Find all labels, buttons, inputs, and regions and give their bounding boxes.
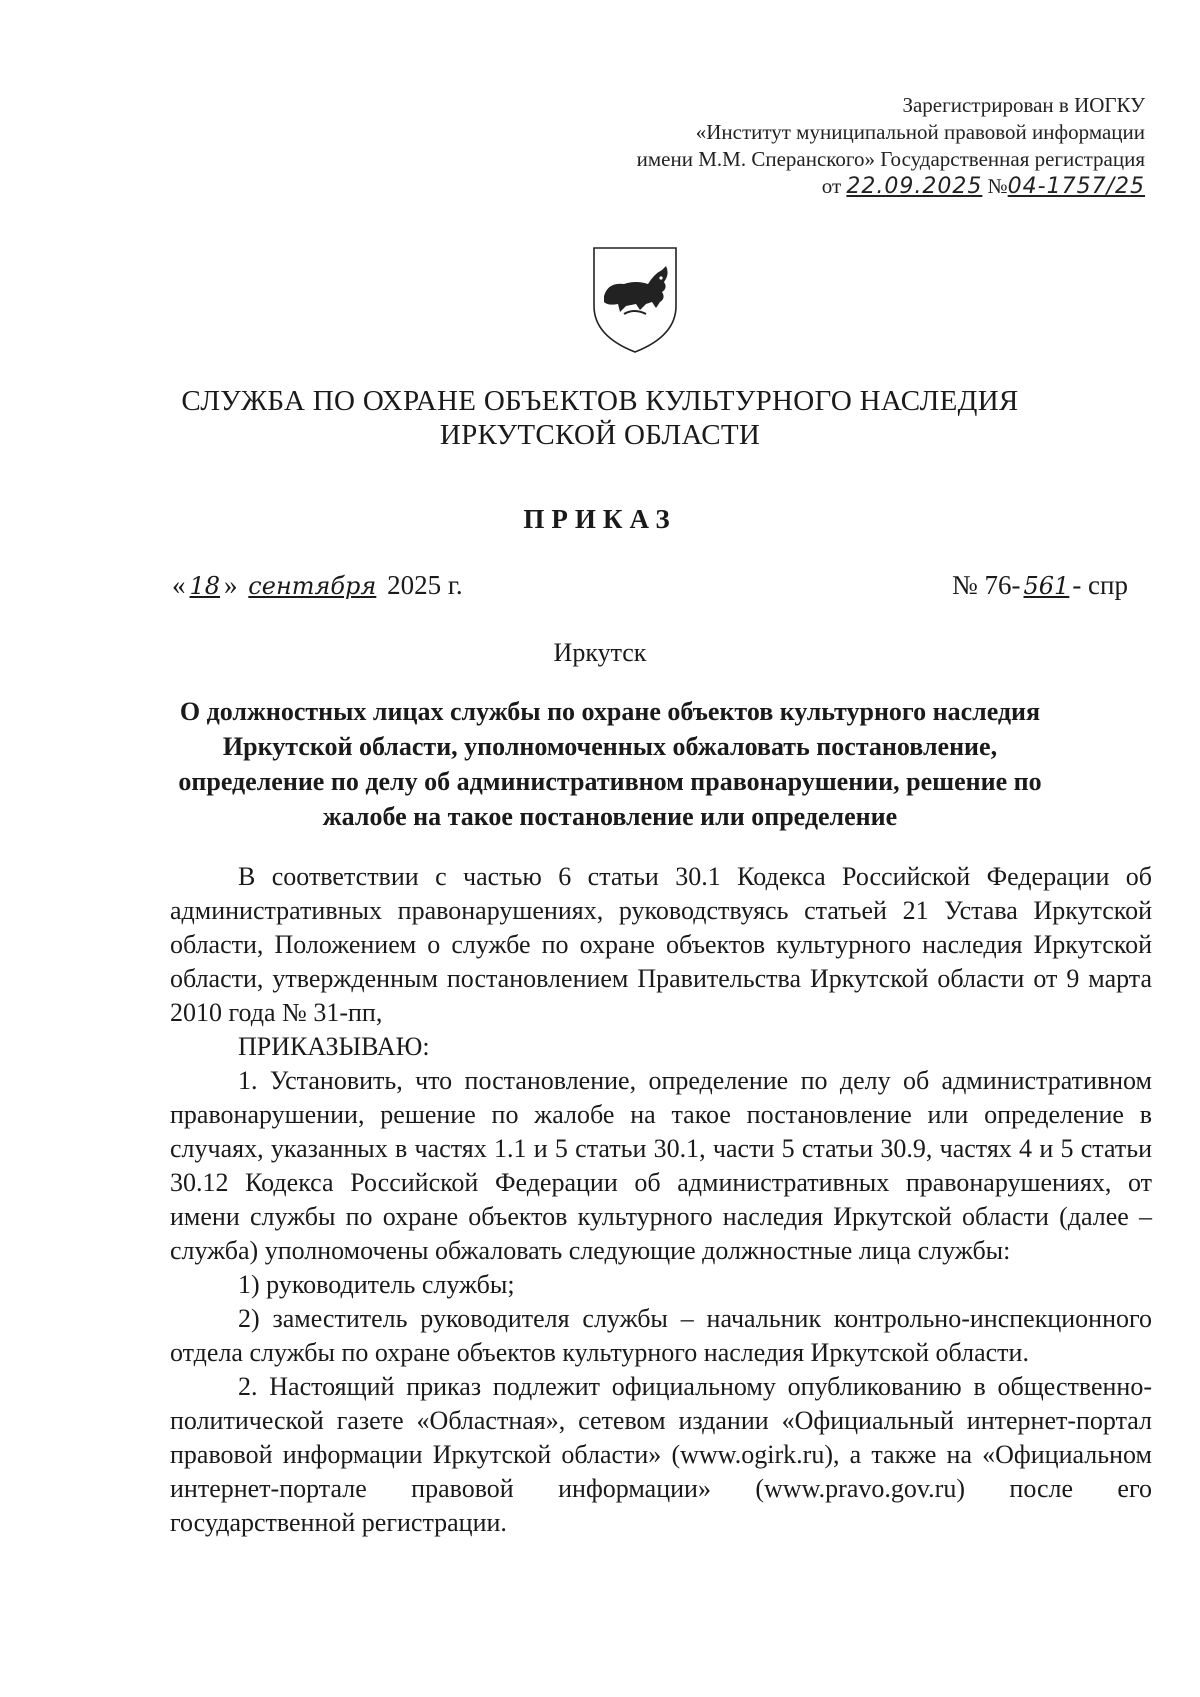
order-number-prefix: № 76- xyxy=(951,570,1021,600)
order-date xyxy=(172,570,463,601)
preamble-paragraph: В соответствии с частью 6 статьи 30.1 Кодекса Российской Федерации об административных правонарушениях, руководствуясь статьей 21 Устава Иркутской области, Положением о службе по охране объектов культурного наследия Иркутской области, утвержденным постановлением Правительства Иркутской области от 9 марта 2010 года № 31-пп, xyxy=(170,862,1152,1027)
registration-number-label: № xyxy=(987,174,1008,198)
agency-name-line-2: ИРКУТСКОЙ ОБЛАСТИ xyxy=(439,419,761,451)
date-month: сентября xyxy=(248,572,377,600)
registration-line-2: «Институт муниципальной правовой информации xyxy=(695,120,1145,144)
date-day: 18 xyxy=(189,572,221,600)
title-line-3: определение по делу об административном правонарушении, решение по xyxy=(178,767,1042,796)
title-line-4: жалобе на такое постановление или определение xyxy=(322,802,898,831)
document-title xyxy=(170,694,1050,834)
order-number-suffix: - спр xyxy=(1072,570,1128,600)
registration-number: 04-1757/25 xyxy=(1007,174,1145,199)
registration-from-label: от xyxy=(821,174,842,198)
document-type: ПРИКАЗ xyxy=(523,504,677,534)
item-2-paragraph: 2. Настоящий приказ подлежит официальному опубликованию в общественно-политической газете «Областная», сетевом издании «Официальный интернет-портал правовой информации Иркутской области» (www.ogirk.ru), а также на «Официальном интернет-портале правовой информации» (www.pravo.gov.ru) после его государственной регистрации. xyxy=(170,1372,1152,1537)
agency-name xyxy=(150,384,1050,452)
registration-stamp xyxy=(545,92,1145,200)
agency-name-line-1: СЛУЖБА ПО ОХРАНЕ ОБЪЕКТОВ КУЛЬТУРНОГО НАСЛЕДИЯ xyxy=(181,385,1019,417)
irkutsk-coat-of-arms-icon xyxy=(590,244,680,356)
registration-line-4 xyxy=(545,173,1145,200)
order-number xyxy=(952,570,1128,601)
registration-line-1: Зарегистрирован в ИОГКУ xyxy=(902,93,1145,117)
document-body xyxy=(170,860,1152,1540)
title-line-2: Иркутской области, уполномоченных обжаловать постановление, xyxy=(222,732,998,761)
order-number-value: 561 xyxy=(1023,572,1070,600)
date-year: 2025 г. xyxy=(387,570,463,600)
registration-date: 22.09.2025 xyxy=(846,174,983,199)
date-close-quote: » xyxy=(224,570,238,600)
item-1-2-paragraph: 2) заместитель руководителя службы – начальник контрольно-инспекционного отдела службы по охране объектов культурного наследия Иркутской области. xyxy=(170,1304,1152,1367)
date-open-quote: « xyxy=(172,570,186,600)
order-word: ПРИКАЗЫВАЮ: xyxy=(238,1032,430,1061)
registration-line-3: имени М.М. Сперанского» Государственная регистрация xyxy=(636,147,1145,171)
city-name: Иркутск xyxy=(553,638,647,667)
item-1-1-paragraph: 1) руководитель службы; xyxy=(238,1270,515,1299)
item-1-paragraph: 1. Установить, что постановление, определение по делу об административном правонарушении, решение по жалобе на такое постановление или определение в случаях, указанных в частях 1.1 и 5 статьи 30.1, части 5 статьи 30.9, частях 4 и 5 статьи 30.12 Кодекса Российской Федерации об административных правонарушениях, от имени службы по охране объектов культурного наследия Иркутской области (далее – служба) уполномочены обжаловать следующие должностные лица службы: xyxy=(170,1066,1152,1265)
title-line-1: О должностных лицах службы по охране объектов культурного наследия xyxy=(179,697,1041,726)
